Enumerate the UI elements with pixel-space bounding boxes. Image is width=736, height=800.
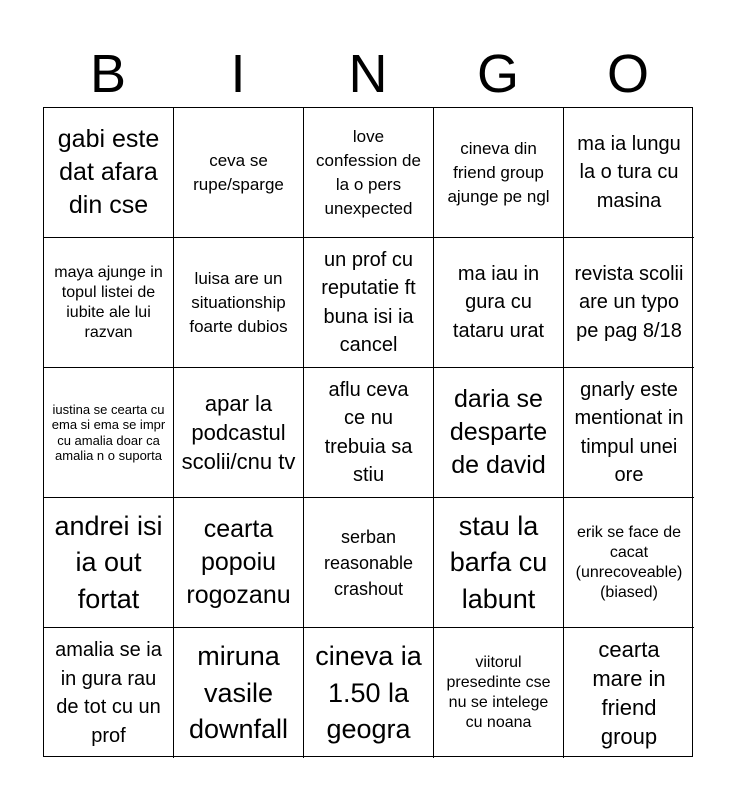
bingo-header <box>43 40 693 108</box>
bingo-cell[interactable] <box>174 108 304 238</box>
header-letter-i: I <box>230 44 246 104</box>
cell-text: ma ia lungu la o tura cu masina <box>577 132 681 212</box>
cell-text: viitorul presedinte cse nu se intelege cu noana <box>446 654 551 731</box>
cell-text: erik se face de cacat (unrecoveable) (biased) <box>575 523 683 601</box>
cell-text: ceva se rupe/sparge <box>193 150 284 194</box>
bingo-cell[interactable] <box>564 368 694 498</box>
bingo-cell[interactable] <box>434 628 564 758</box>
cell-text: cearta mare in friend group <box>592 637 666 749</box>
cell-text: cineva ia 1.50 la geogra <box>315 641 422 745</box>
cell-text: un prof cu reputatie ft buna isi ia cancel <box>321 248 416 356</box>
header-letter-g: G <box>476 44 519 104</box>
cell-text: ma iau in gura cu tataru urat <box>452 262 545 342</box>
cell-text: maya ajunge in topul listei de iubite ale lui razvan <box>54 263 163 341</box>
bingo-cell[interactable] <box>564 628 694 758</box>
cell-text: apar la podcastul scolii/cnu tv <box>181 391 296 474</box>
bingo-cell[interactable] <box>304 368 434 498</box>
header-letter-b: B <box>89 44 127 104</box>
bingo-cell[interactable] <box>304 498 434 628</box>
bingo-cell[interactable] <box>304 238 434 368</box>
bingo-cell[interactable] <box>434 238 564 368</box>
cell-text: cearta popoiu rogozanu <box>186 515 291 609</box>
cell-text: revista scolii are un typo pe pag 8/18 <box>574 262 684 342</box>
cell-text: daria se desparte de david <box>449 385 548 479</box>
bingo-cell[interactable] <box>564 108 694 238</box>
bingo-cell[interactable] <box>44 368 174 498</box>
cell-text: gnarly este mentionat in timpul unei ore <box>574 378 684 486</box>
bingo-cell[interactable] <box>304 108 434 238</box>
bingo-cell[interactable] <box>434 368 564 498</box>
bingo-cell[interactable] <box>434 498 564 628</box>
bingo-cell[interactable] <box>434 108 564 238</box>
bingo-cell[interactable] <box>44 238 174 368</box>
cell-text: andrei isi ia out fortat <box>54 510 163 614</box>
header-letter-o: O <box>606 44 649 104</box>
bingo-cell[interactable] <box>44 108 174 238</box>
cell-text: amalia se ia in gura rau de tot cu un prof <box>55 639 162 747</box>
cell-text: gabi este dat afara din cse <box>57 125 160 219</box>
bingo-grid <box>43 107 693 757</box>
cell-text: luisa are un situationship foarte dubios <box>189 268 288 336</box>
cell-text: cineva din friend group ajunge pe ngl <box>447 138 550 206</box>
bingo-cell[interactable] <box>174 238 304 368</box>
bingo-cell[interactable] <box>174 498 304 628</box>
cell-text: iustina se cearta cu ema si ema se impr cu amalia doar ca amalia n o suporta <box>51 401 166 463</box>
bingo-cell[interactable] <box>174 628 304 758</box>
cell-text: aflu ceva ce nu trebuia sa stiu <box>324 378 413 486</box>
bingo-cell[interactable] <box>304 628 434 758</box>
cell-text: stau la barfa cu labunt <box>449 510 548 614</box>
bingo-cell[interactable] <box>44 498 174 628</box>
bingo-cell[interactable] <box>44 628 174 758</box>
cell-text: love confession de la o pers unexpected <box>316 126 421 218</box>
bingo-cell[interactable] <box>564 498 694 628</box>
bingo-cell[interactable] <box>174 368 304 498</box>
header-letter-n: N <box>348 44 388 104</box>
cell-text: miruna vasile downfall <box>188 641 289 745</box>
cell-text: serban reasonable crashout <box>323 526 414 599</box>
bingo-cell[interactable] <box>564 238 694 368</box>
